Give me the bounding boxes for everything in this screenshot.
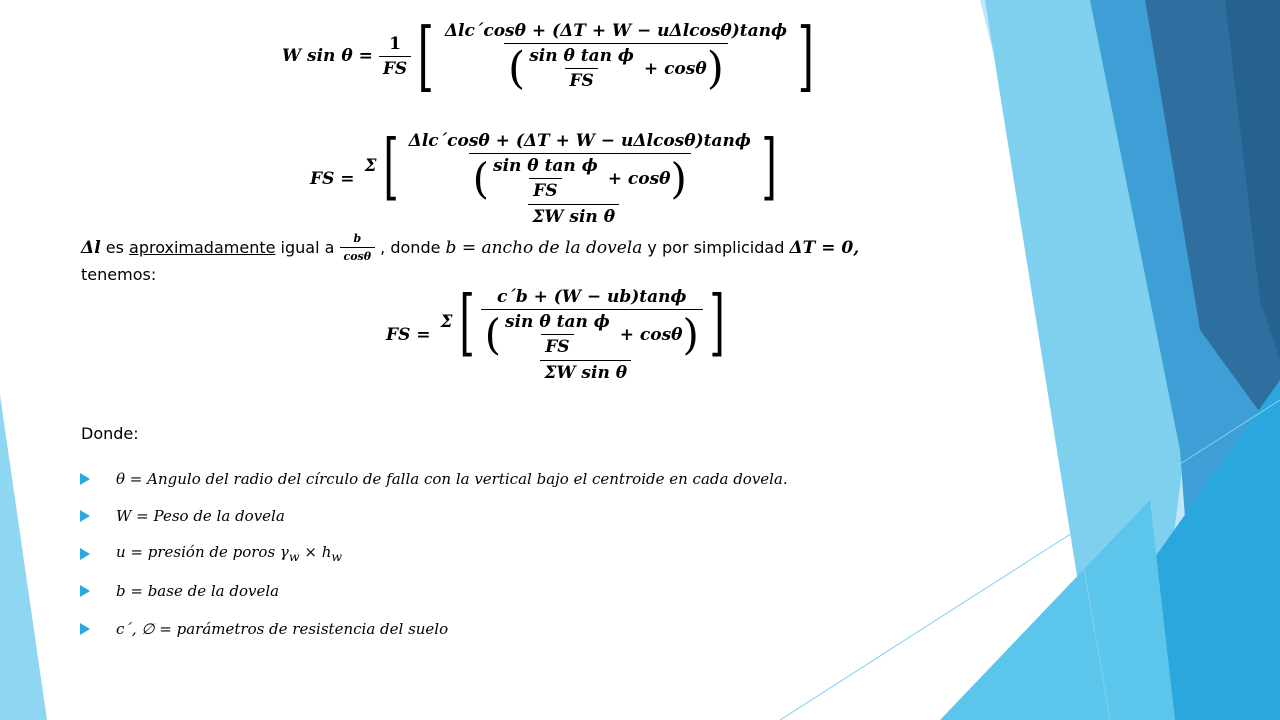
eq1-inner-fraction [525, 46, 638, 91]
paragraph-line-1 [81, 232, 981, 263]
eq2-inner-fraction [489, 156, 602, 201]
equation-3 [386, 280, 735, 383]
list-item [80, 460, 788, 498]
bullet-arrow-icon [80, 585, 90, 597]
bullet-text: b = base de la dovela [116, 582, 280, 601]
eq3-inner-fraction [501, 312, 614, 357]
eq3-inner-main: c´b + (W − ub)tanϕ ( $\frac{\text{sin θ tan ϕ}}{FS}$ + cosθ ) [481, 287, 703, 357]
eq2-numerator: Δlc´cosθ + (ΔT + W − uΔlcosθ)tanϕ [408, 131, 751, 151]
eq1-main-fraction [441, 21, 791, 94]
underlined-word: aproximadamente [129, 238, 276, 257]
eq3-lhs: FS = [386, 324, 431, 345]
subscript-w: w [331, 549, 343, 565]
bullet-text: θ = Angulo del radio del círculo de falla con la vertical bajo el centroide en cada dovela. [116, 469, 788, 488]
bullet-text: W = Peso de la dovela [116, 507, 285, 526]
bullet-arrow-icon [80, 510, 90, 522]
paragraph-text-4: y por simplicidad [642, 238, 790, 257]
paragraph-fraction [340, 232, 376, 263]
eq2-den-rest: + cosθ [607, 168, 671, 189]
list-item [80, 573, 788, 611]
eq3-numerator: c´b + (W − ub)tanϕ [496, 287, 687, 307]
bullet-text: c´, ∅ = parámetros de resistencia del suelo [116, 619, 449, 638]
paragraph [81, 232, 981, 284]
eq2-inner-num: sin θ tan ϕ [493, 156, 598, 176]
list-item [80, 535, 788, 573]
eq3-den-rest: + cosθ [619, 324, 683, 345]
eq2-inner-den: FS [529, 178, 561, 201]
eq2-numerator-group: Σ [ Δlc´cosθ + (ΔT + W − uΔlcosθ)tanϕ ( $\frac{\text{sin θ tan ϕ}}{FS}$ + cosθ ) ] [364, 124, 777, 208]
pore-pressure-text: u = presión de poros γ [116, 543, 289, 562]
times-h: × h [299, 543, 332, 562]
bullet-arrow-icon [80, 548, 90, 560]
eq2-lhs: FS = [310, 168, 355, 189]
eq3-inner-num: sin θ tan ϕ [505, 312, 610, 332]
eq1-right-bracket: ] [797, 11, 815, 100]
eq1-den-rest: + cosθ [643, 58, 707, 79]
eq2-sigma: Σ [364, 156, 377, 176]
paragraph-frac-num: b [353, 232, 362, 245]
eq1-coef-den: FS [379, 56, 411, 79]
delta-t-definition: ΔT = 0, [789, 237, 860, 258]
eq1-coefficient [379, 34, 411, 79]
bullet-arrow-icon [80, 623, 90, 635]
subscript-w: w [288, 549, 300, 565]
eq1-coef-num: 1 [389, 33, 401, 54]
eq1-left-bracket: [ [417, 11, 435, 100]
b-definition: b = ancho de la dovela [445, 237, 643, 258]
equation-1 [282, 11, 821, 100]
eq1-inner-den: FS [565, 68, 597, 91]
equation-2 [310, 124, 787, 227]
paragraph-text-2: igual a [275, 238, 340, 257]
delta-l: Δl [81, 237, 101, 258]
eq1-numerator: Δlc´cosθ + (ΔT + W − uΔlcosθ)tanϕ [444, 21, 788, 41]
paragraph-text-1: es [100, 238, 130, 257]
eq2-inner-main: Δlc´cosθ + (ΔT + W − uΔlcosθ)tanϕ ( $\frac{\text{sin θ tan ϕ}}{FS}$ + cosθ ) [405, 131, 755, 201]
eq3-main-fraction: Σ [ c´b + (W − ub)tanϕ ( $\frac{\text{sin θ tan ϕ}}{FS}$ + cosθ ) ] ΣW sin θ [440, 280, 725, 383]
eq2-denominator: ΣW sin θ [528, 204, 619, 227]
bullet-arrow-icon [80, 473, 90, 485]
eq3-denominator: ΣW sin θ [540, 360, 631, 383]
paragraph-frac-den: cosθ [340, 247, 376, 263]
list-item [80, 498, 788, 536]
eq1-inner-num: sin θ tan ϕ [529, 46, 634, 66]
paragraph-line-2: tenemos: [81, 265, 157, 284]
eq3-inner-den: FS [541, 334, 573, 357]
eq1-lhs: W sin θ = [282, 46, 373, 66]
eq3-sigma: Σ [440, 312, 453, 332]
eq2-main-fraction [361, 124, 787, 227]
eq1-denominator: ( $\frac{\text{sin θ tan ϕ}}{FS}$ + cosθ ) [504, 43, 728, 91]
list-item [80, 610, 788, 648]
definitions-list [80, 460, 788, 648]
paragraph-text-3: , donde [375, 238, 446, 257]
donde-label: Donde: [81, 424, 139, 443]
bullet-text [116, 543, 342, 564]
